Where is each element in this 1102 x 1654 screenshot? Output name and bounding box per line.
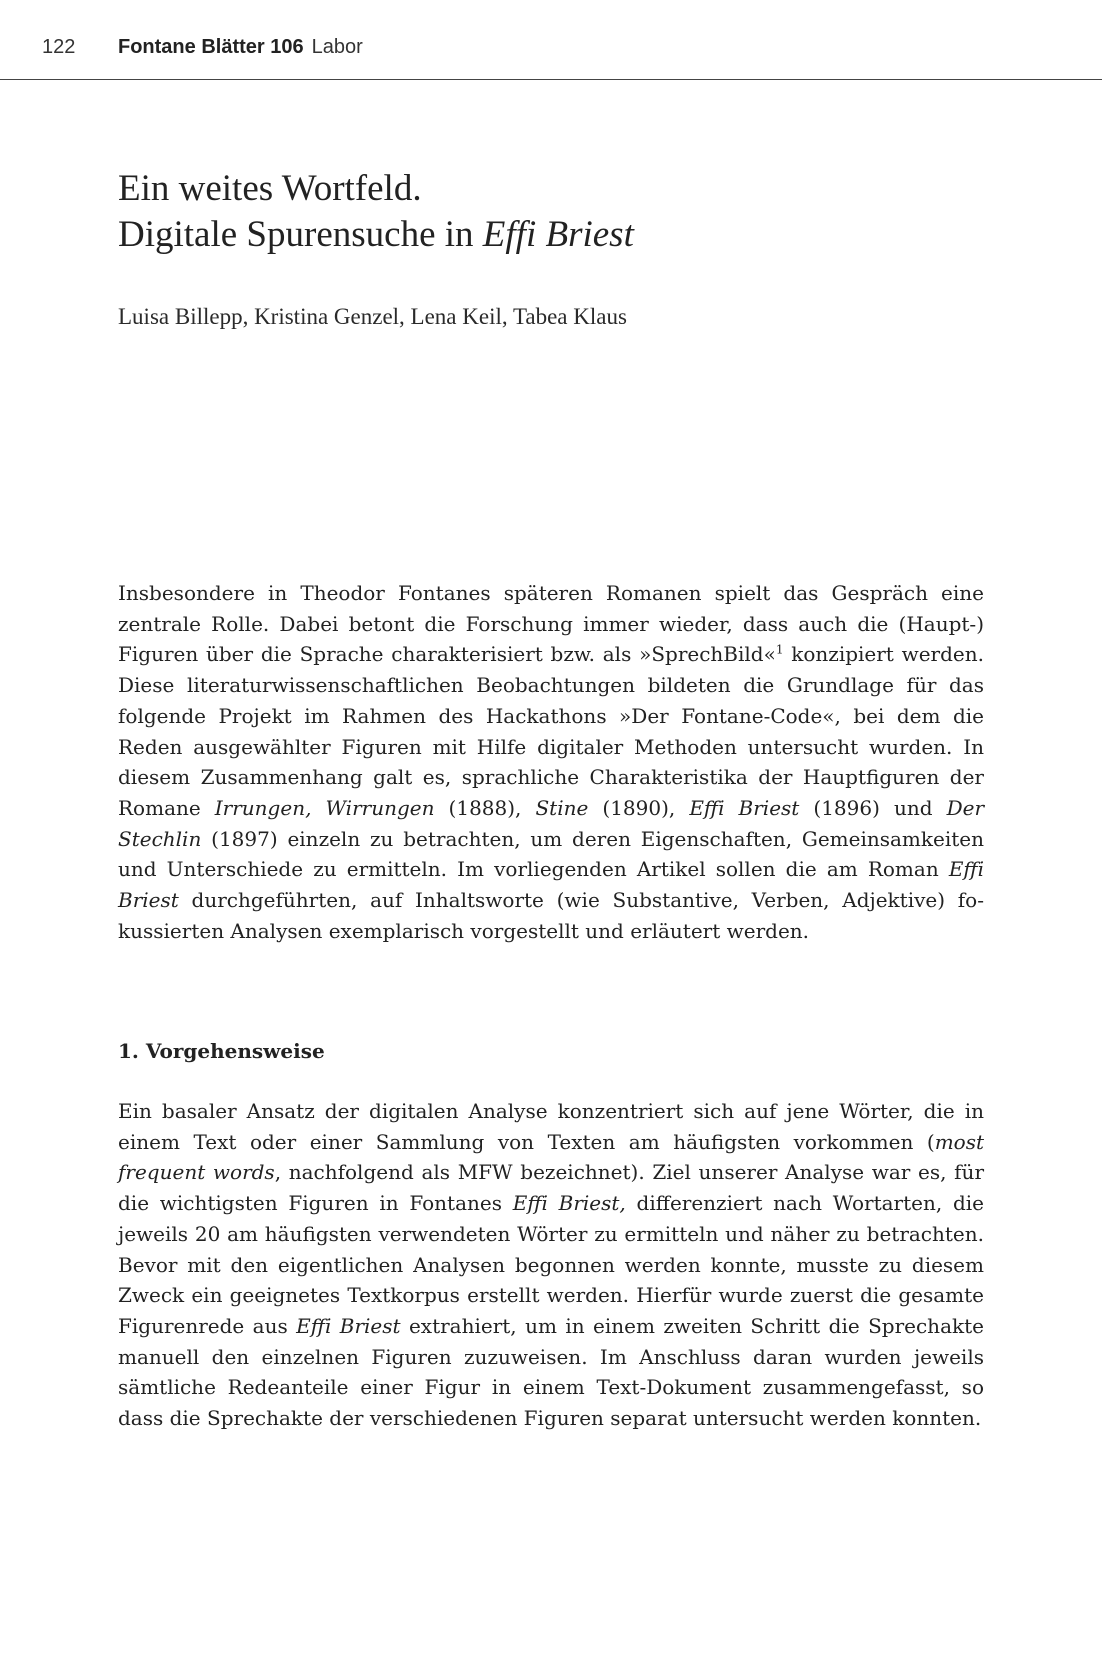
running-head	[0, 0, 1102, 80]
method-italic: Effi Briest,	[512, 1191, 626, 1216]
intro-italic: Effi Briest	[118, 857, 984, 913]
intro-paragraph	[118, 578, 984, 946]
method-paragraph	[118, 1096, 984, 1434]
journal-name: Fontane Blätter 106	[118, 36, 304, 58]
intro-text: (1888),	[434, 795, 536, 820]
journal-info	[118, 36, 363, 59]
method-text: , nachfolgend als MFW bezeichnet). Ziel unserer Analyse war es, für die wichtigsten Figuren in Fontanes	[118, 1160, 984, 1216]
intro-text: (1896) und	[799, 795, 947, 820]
title-line-2	[118, 212, 998, 258]
journal-section: Labor	[311, 36, 363, 58]
method-text: differenziert nach Wortarten, die jeweils 20 am häufigsten verwendeten Wörter zu ermitteln und näher zu betrachten. Bevor mit den eigentlichen Analysen begonnen werden konnte, musste zu diesem Zweck ein geeignetes Textkorpus erstellt werden. Hierfür wurde zuerst die gesamte Figurenrede aus	[118, 1191, 984, 1338]
intro-text: Insbesondere in Theodor Fontanes späteren Romanen spielt das Gespräch eine zentrale Rolle. Dabei betont die Forschung immer wieder, dass auch die (Haupt-) Figuren über die Sprache charakterisiert bzw. als »SprechBild«	[118, 581, 984, 667]
article-title	[118, 166, 998, 258]
intro-italic: Irrungen, Wirrungen	[214, 795, 435, 820]
page-number: 122	[42, 36, 76, 58]
method-italic: most frequent words	[118, 1129, 984, 1185]
intro-text: (1890),	[588, 795, 690, 820]
method-text: extrahiert, um in einem zweiten Schritt die Sprechakte manuell den einzelnen Figuren zuzuweisen. Im Anschluss daran wurden jeweils sämtliche Redeanteile einer Figur in einem Text-Dokument zusammengefasst, so dass die Sprechakte der verschiedenen Figuren separat untersucht werden konnten.	[118, 1313, 984, 1431]
intro-text: konzipiert werden. Diese literaturwissenschaftlichen Beobachtungen bildeten die Grundlage für das folgende Projekt im Rahmen des Hackathons »Der Fontane-Code«, bei dem die Reden ausgewählter Figuren mit Hilfe digitaler Methoden untersucht wurden. In diesem Zusammenhang galt es, sprachliche Charakteristika der Hauptfiguren der Romane	[118, 642, 984, 820]
intro-text: (1897) einzeln zu betrachten, um deren Eigenschaften, Gemeinsamkeiten und Unterschiede zu ermitteln. Im vorliegenden Artikel sollen die am Roman	[118, 826, 984, 882]
method-italic: Effi Briest	[296, 1313, 401, 1338]
title-line-2-italic: Effi Briest	[482, 214, 634, 255]
footnote-marker: 1	[775, 642, 784, 657]
intro-text: durchgeführten, auf Inhaltsworte (wie Substantive, Verben, Adjektive) fokussierten Analysen exemplarisch vorgestellt und erläutert werden.	[118, 888, 984, 943]
section-heading: 1. Vorgehensweise	[118, 1039, 325, 1063]
article-authors: Luisa Billepp, Kristina Genzel, Lena Keil, Tabea Klaus	[118, 304, 627, 329]
title-line-2-prefix: Digitale Spurensuche in	[118, 214, 483, 255]
intro-italic: Effi Briest	[689, 795, 800, 820]
title-line-1: Ein weites Wortfeld.	[118, 168, 422, 209]
intro-italic: Der Stechlin	[118, 795, 985, 851]
method-text: Ein basaler Ansatz der digitalen Analyse konzentriert sich auf jene Wörter, die in einem Text oder einer Sammlung von Texten am häufigsten vorkommen (	[118, 1099, 984, 1154]
intro-italic: Stine	[535, 795, 589, 820]
